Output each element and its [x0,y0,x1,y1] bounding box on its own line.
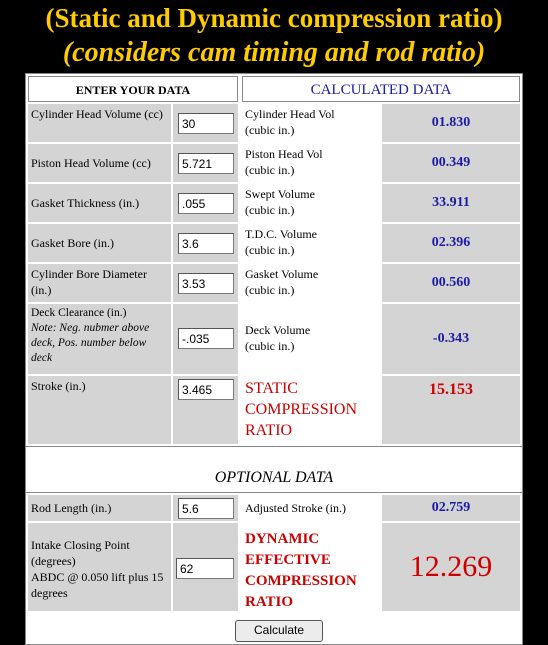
calc-label-deck-volume [242,304,380,374]
calc-label-piston-head-vol [242,144,380,182]
stroke-input[interactable] [178,379,234,400]
gasket-bore-input[interactable] [178,233,234,254]
input-label-gasket-thickness: Gasket Thickness (in.) [28,184,171,222]
calc-label-text: T.D.C. Volume [245,227,318,241]
input-label-rod-length: Rod Length (in.) [28,495,171,521]
calc-unit-text: (cubic in.) [245,339,295,353]
dynamic-compression-label: DYNAMIC EFFECTIVE COMPRESSION RATIO [245,531,357,610]
calc-unit-text: (cubic in.) [245,163,295,177]
calc-label-swept-volume [242,184,380,222]
input-label-gasket-bore: Gasket Bore (in.) [28,224,171,262]
optional-data-header: OPTIONAL DATA [214,469,334,486]
calc-label-text: Piston Head Vol [245,147,323,161]
input-label-cylinder-bore: Cylinder Bore Diameter (in.) [28,264,171,302]
calc-label-text: Cylinder Head Vol [245,107,335,121]
gasket-thickness-input[interactable] [178,193,234,214]
calc-unit-text: (cubic in.) [245,203,295,217]
page-subtitle: (considers cam timing and rod ratio) [62,37,486,68]
cyl-head-vol-result: 01.830 [382,104,520,142]
calculate-button[interactable]: Calculate [235,620,323,642]
input-label-intake-closing [28,523,171,611]
piston-head-vol-result: 00.349 [382,144,520,182]
deck-clearance-label-text: Deck Clearance (in.) [31,307,127,319]
calc-label-text: Gasket Volume [245,267,319,281]
calculated-data-header: CALCULATED DATA [242,76,520,102]
static-compression-result: 15.153 [382,376,520,444]
input-label-cyl-head-vol: Cylinder Head Volume (cc) [28,104,171,142]
swept-volume-result: 33.911 [382,184,520,222]
calc-unit-text: (cubic in.) [245,243,295,257]
rod-length-input[interactable] [178,498,234,519]
input-label-piston-head-vol: Piston Head Volume (cc) [28,144,171,182]
deck-volume-result: -0.343 [382,304,520,374]
deck-clearance-note: Note: Neg. nubmer above deck, Pos. number below deck [31,322,150,364]
calc-unit-text: (cubic in.) [245,123,295,137]
calculator-panel [25,73,523,645]
adjusted-stroke-result: 02.759 [382,495,520,521]
calc-label-text: Deck Volume [245,323,311,337]
deck-clearance-input[interactable] [178,328,234,349]
calc-label-cyl-head-vol [242,104,380,142]
cylinder-bore-diameter-input[interactable] [178,273,234,294]
calc-label-tdc-volume [242,224,380,262]
enter-data-header: ENTER YOUR DATA [28,76,238,102]
static-compression-label: STATIC COMPRESSION RATIO [245,380,358,439]
divider [26,492,522,493]
divider [26,446,522,447]
page-title: (Static and Dynamic compression ratio) [45,3,503,33]
dynamic-compression-result: 12.269 [382,523,520,611]
adjusted-stroke-label: Adjusted Stroke (in.) [245,501,346,515]
piston-head-volume-input[interactable] [178,153,234,174]
intake-closing-note: ABDC @ 0.050 lift plus 15 degrees [31,570,164,600]
calc-unit-text: (cubic in.) [245,283,295,297]
input-label-deck-clearance [28,304,171,374]
input-label-stroke: Stroke (in.) [28,376,171,444]
gasket-volume-result: 00.560 [382,264,520,302]
intake-closing-input[interactable] [176,558,234,579]
calc-label-text: Swept Volume [245,187,315,201]
intake-closing-label-text: Intake Closing Point (degrees) [31,538,130,568]
tdc-volume-result: 02.396 [382,224,520,262]
calc-label-gasket-volume [242,264,380,302]
cylinder-head-volume-input[interactable] [178,113,234,134]
